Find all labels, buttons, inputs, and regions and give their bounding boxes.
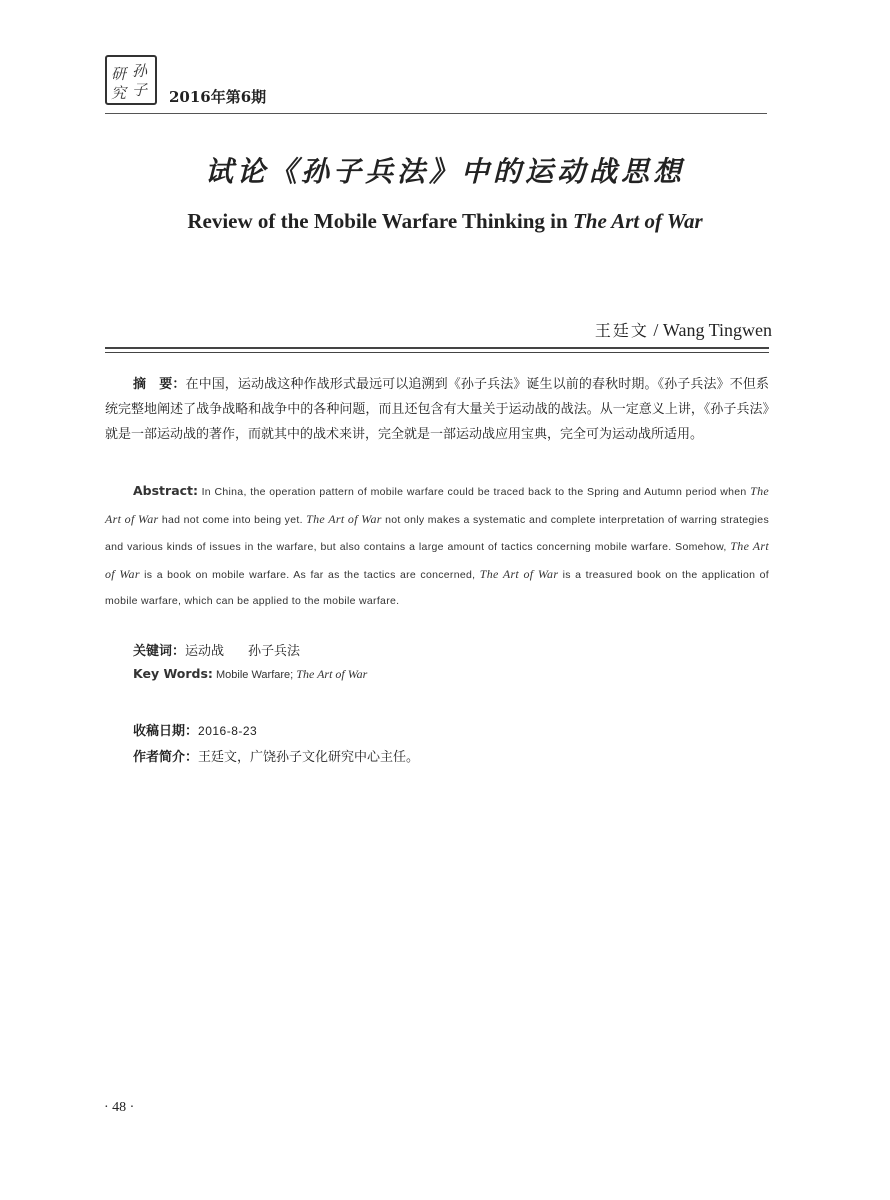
- journal-seal-icon: [107, 57, 155, 103]
- svg-text:究: 究: [111, 84, 127, 102]
- keyword-chinese-2: 孙子兵法: [248, 644, 301, 659]
- header-divider: [105, 113, 767, 114]
- author-chinese: 王廷文: [594, 321, 649, 340]
- abstract-english-text-3: not only makes a systematic and complete interpretation of warring strategies and various kinds of issues in the warfare, but also contains a large amount of tactics concerning mobile warfare. Somehow,: [105, 513, 770, 553]
- author-english: Wang Tingwen: [662, 320, 772, 340]
- issue-label: 2016年第6期: [169, 88, 267, 106]
- keyword-chinese-1: 运动战: [185, 644, 225, 659]
- title-english: [0, 209, 890, 234]
- received-date-value: 2016-8-23: [198, 724, 258, 738]
- abstract-chinese-text: 在中国，运动战这种作战形式最远可以追溯到《孙子兵法》诞生以前的春秋时期。《孙子兵法》不但系统完整地阐述了战争战略和战争中的各种问题，而且还包含有大量关于运动战的战法。从一定意义上讲，《孙子兵法》就是一部运动战的著作，而就其中的战术来讲，完全就是一部运动战应用宝典，完全可为运动战所适用。: [105, 377, 769, 442]
- author-bio-value: 王廷文，广饶孙子文化研究中心主任。: [198, 750, 420, 765]
- abstract-english-text-2: had not come into being yet.: [158, 513, 307, 526]
- title-english-text: Review of the Mobile Warfare Thinking in: [187, 209, 573, 233]
- keywords-english: [133, 666, 367, 682]
- abstract-english-text-1: In China, the operation pattern of mobile warfare could be traced back to the Spring and Autumn period when: [198, 486, 751, 498]
- title-chinese: 试论《孙子兵法》中的运动战思想: [204, 155, 685, 188]
- abstract-english-italic-3: The Art of War: [105, 539, 769, 581]
- keywords-chinese: [133, 640, 300, 659]
- abstract-chinese-label: 摘 要：: [133, 377, 186, 392]
- keyword-english-2: The Art of War: [296, 667, 368, 681]
- svg-text:研: 研: [111, 65, 127, 83]
- author-bio-label: 作者简介：: [133, 750, 199, 765]
- keywords-english-label: Key Words:: [133, 666, 213, 681]
- received-date: [133, 720, 257, 739]
- abstract-english-italic-1: The Art of War: [105, 484, 769, 526]
- keyword-english-1: Mobile Warfare;: [212, 669, 297, 681]
- page-number: · 48 ·: [104, 1100, 135, 1115]
- abstract-english-italic-2: The Art of War: [306, 511, 382, 526]
- svg-text:孙: 孙: [132, 62, 148, 80]
- journal-logo: [105, 55, 157, 105]
- title-english-italic: The Art of War: [572, 209, 703, 233]
- abstract-english: [105, 478, 769, 615]
- abstract-english-text-4: is a book on mobile warfare. As far as the tactics are concerned,: [139, 568, 480, 581]
- abstract-english-text-5: is a treasured book on the application of mobile warfare, which can be applied to the mobile warfare.: [105, 568, 770, 607]
- abstract-chinese: [105, 372, 769, 447]
- journal-header: [105, 55, 767, 113]
- abstract-english-italic-4: The Art of War: [479, 566, 559, 581]
- author-line: [595, 318, 772, 341]
- keywords-chinese-label: 关键词：: [133, 644, 186, 659]
- author-bio: [133, 746, 419, 765]
- svg-text:子: 子: [132, 81, 148, 99]
- abstract-english-label: Abstract:: [133, 483, 199, 498]
- received-date-label: 收稿日期：: [133, 724, 199, 739]
- author-divider: [105, 347, 769, 353]
- author-separator: /: [648, 320, 663, 340]
